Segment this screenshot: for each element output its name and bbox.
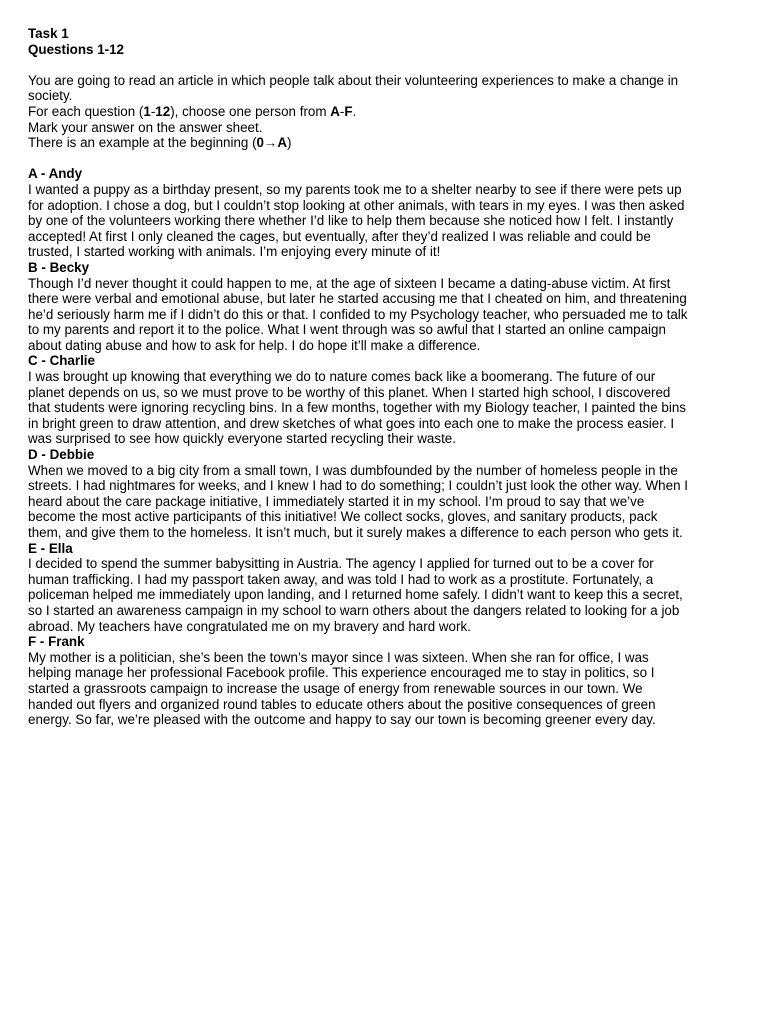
person-heading: B - Becky (28, 259, 90, 275)
person-section-f (28, 634, 688, 728)
range-end: 12 (155, 103, 171, 119)
person-range-start: A (330, 103, 340, 119)
range-start: 1 (143, 103, 151, 119)
example-answer: 0→A (256, 135, 288, 151)
person-range-end: F (344, 103, 353, 119)
person-text: When we moved to a big city from a small town, I was dumbfounded by the number of homeless people in the streets. I had nightmares for weeks, and I knew I had to do something; I couldn’t just look the other way. When I heard about the care package initiative, I immediately started it in my school. I’m proud to say that we’ve become the most active participants of this initiative! We collect socks, gloves, and sanitary products, pack them, and give them to the homeless. It isn’t much, but it surely makes a difference to each person who gets it. (28, 462, 688, 540)
person-heading: F - Frank (28, 634, 85, 650)
person-text: I was brought up knowing that everything we do to nature comes back like a boomerang. The future of our planet depends on us, so we must prove to be worthy of this planet. When I started high school, I discovered that students were ignoring recycling bins. In a few months, together with my Biology teacher, I painted the bins in bright green to draw attention, and drew sketches of what goes into each one to make the process easier. I was surprised to see how quickly everyone started recycling their waste. (28, 369, 686, 447)
person-section-a (28, 166, 688, 260)
person-text: I wanted a puppy as a birthday present, so my parents took me to a shelter nearby to see if there were pets up for adoption. I chose a dog, but I couldn’t stop looking at other animals, with tears in my eyes. I was then asked by one of the volunteers working there whether I’d like to help them because she noticed how I felt. I instantly accepted! At first I only cleaned the cages, but eventually, after they’d realized I was reliable and could be trusted, I started working with animals. I’m enjoying every minute of it! (28, 181, 685, 260)
person-section-b (28, 260, 688, 354)
instruction-line-1: You are going to read an article in which people talk about their volunteering experiences to make a change in society. (28, 72, 679, 104)
spacer (28, 57, 688, 73)
person-text: I decided to spend the summer babysitting in Austria. The agency I applied for turned out to be a cover for human trafficking. I had my passport taken away, and was told I had to work as a prostitute. Fortunately, a policeman helped me immediately upon landing, and I returned home safely. I didn’t want to keep this a secret, so I started an awareness campaign in my school to warn others about the dangers related to looking for a job abroad. My teachers have congratulated me on my bravery and hard work. (28, 556, 683, 634)
instruction-line-2 (28, 104, 688, 120)
range-dash: - (339, 103, 345, 119)
person-section-c (28, 353, 688, 447)
person-heading: E - Ella (28, 540, 73, 556)
task-subtitle: Questions 1-12 (28, 41, 124, 57)
instruction-text: ), choose one person from (170, 103, 331, 119)
person-section-e (28, 541, 688, 635)
spacer (28, 151, 688, 167)
instruction-line-4 (28, 135, 688, 151)
range-dash: - (150, 103, 156, 119)
document-page (28, 26, 688, 728)
person-heading: A - Andy (28, 166, 83, 182)
instruction-line-3: Mark your answer on the answer sheet. (28, 119, 263, 135)
person-text: My mother is a politician, she’s been the town’s mayor since I was sixteen. When she ran for office, I was helping manage her professional Facebook profile. This experience encouraged me to stay in politics, so I started a grassroots campaign to increase the usage of energy from renewable sources in our town. We handed out flyers and organized round tables to educate others about the positive consequences of green energy. So far, we’re pleased with the outcome and happy to say our town is becoming greener every day. (28, 649, 656, 728)
instruction-text: For each question ( (28, 103, 144, 119)
task-title: Task 1 (28, 26, 69, 41)
instruction-text: . (352, 103, 357, 119)
person-text: Though I’d never thought it could happen to me, at the age of sixteen I became a dating-abuse victim. At first there were verbal and emotional abuse, but later he started accusing me that I cheated on him, and threatening he’d seriously harm me if I didn’t do this or that. I confided to my Psychology teacher, who persuaded me to talk to my parents and report it to the police. What I went through was so awful that I started an online campaign about dating abuse and how to ask for help. I do hope it’ll make a difference. (28, 275, 688, 353)
instruction-text: ) (287, 135, 292, 151)
person-section-d (28, 447, 688, 541)
person-heading: C - Charlie (28, 353, 95, 369)
instruction-text: There is an example at the beginning ( (28, 135, 257, 151)
person-heading: D - Debbie (28, 447, 95, 463)
